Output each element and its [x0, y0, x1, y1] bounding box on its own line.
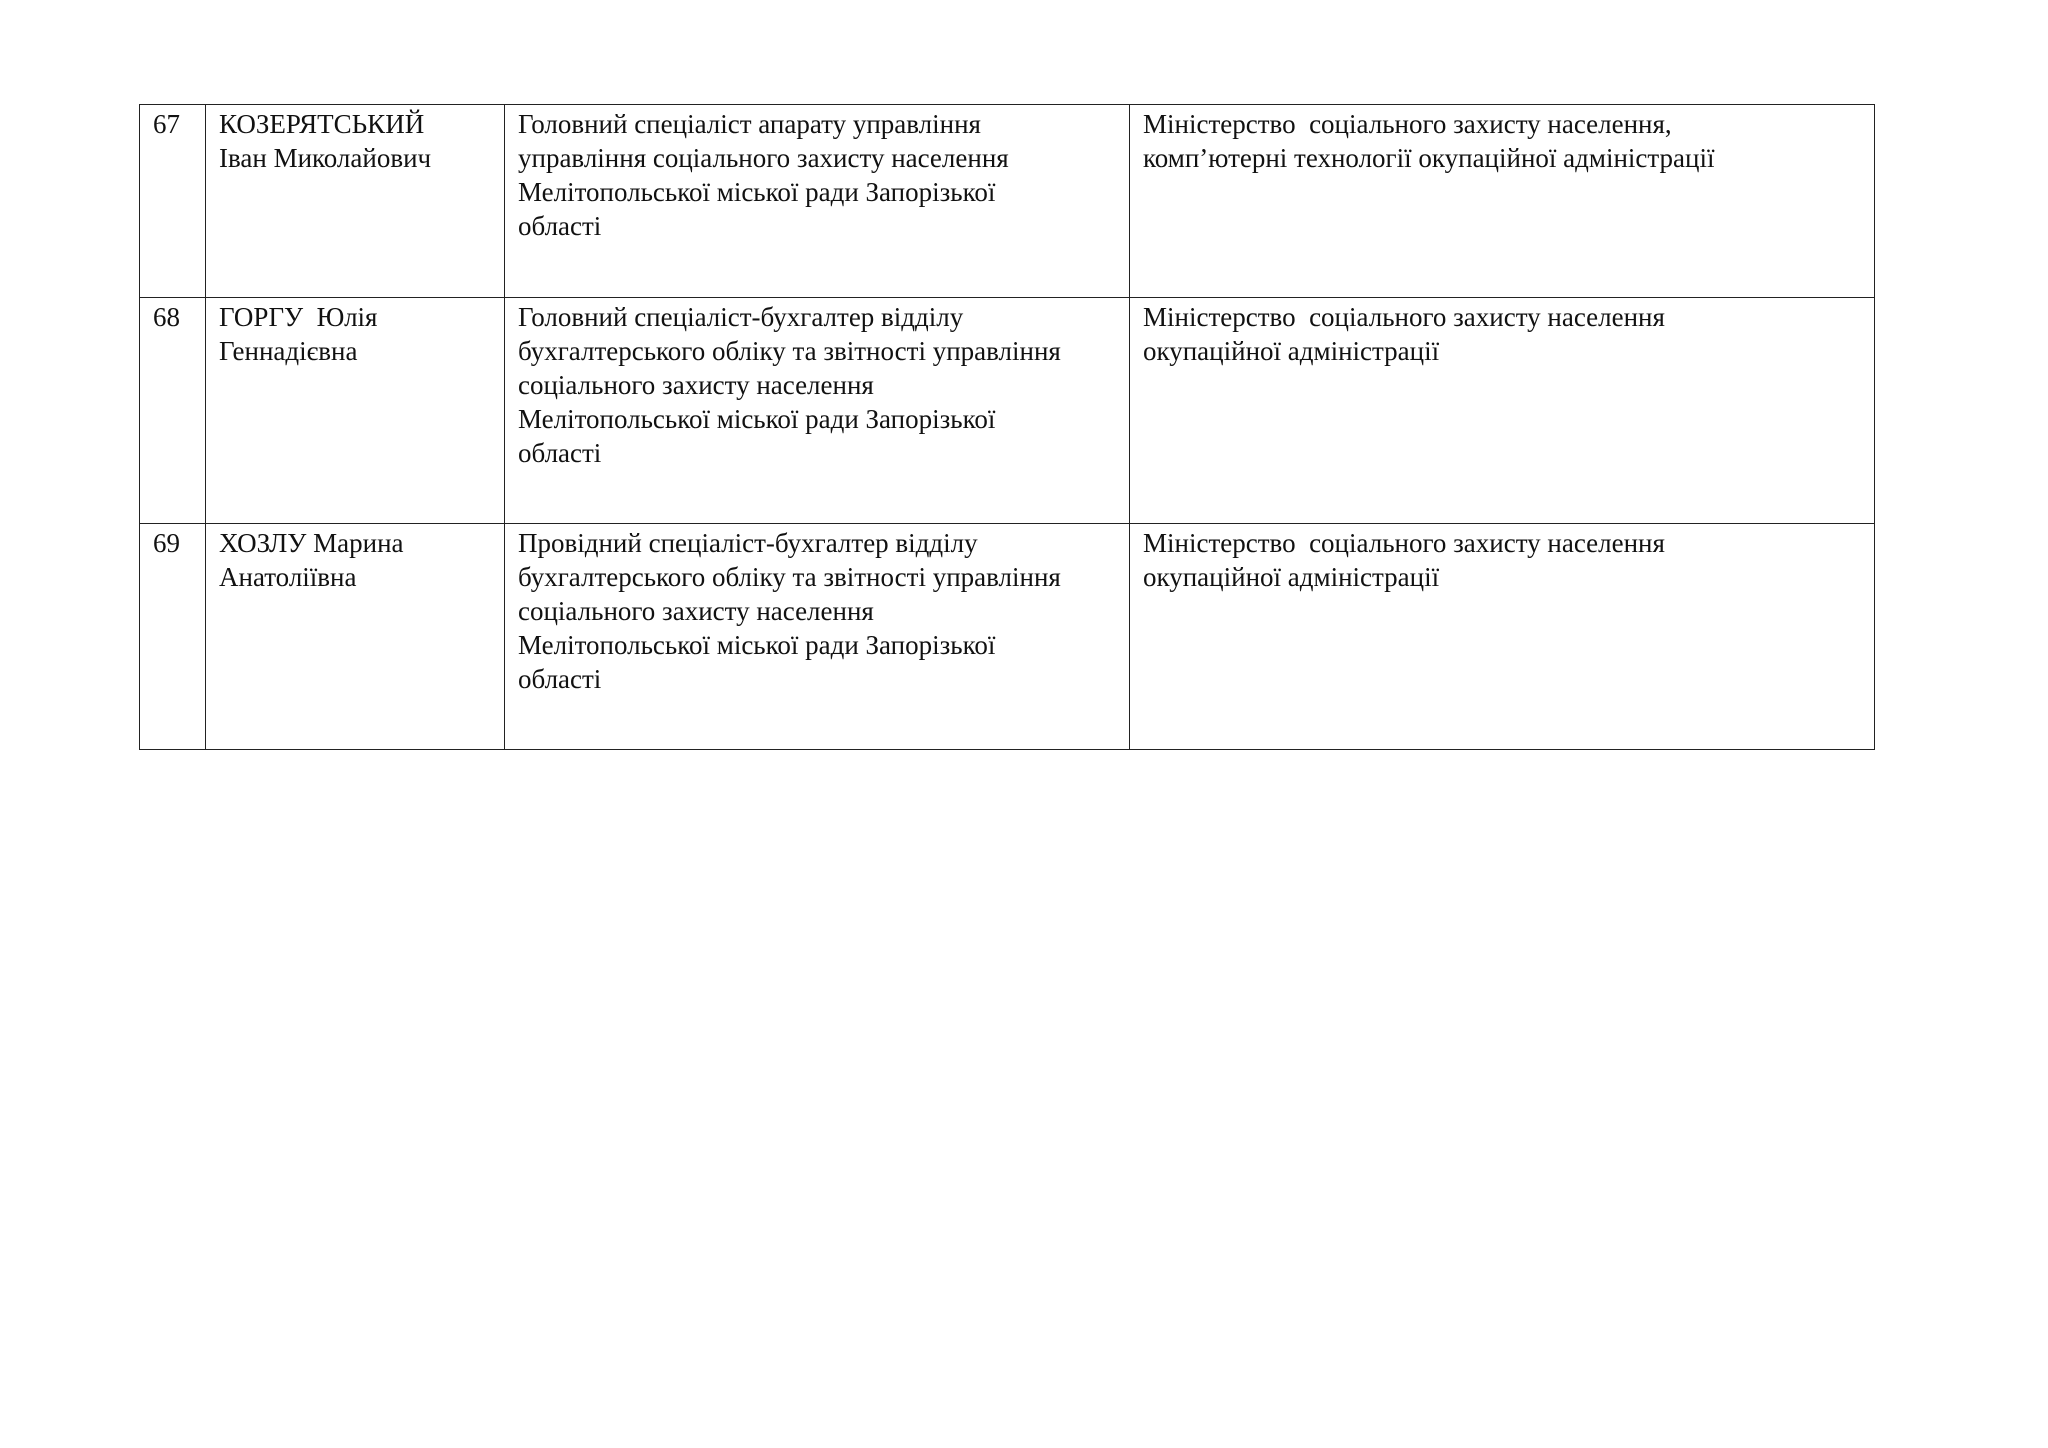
person-name: ХОЗЛУ Марина Анатоліївна — [206, 524, 505, 750]
organization: Міністерство соціального захисту населення окупаційної адміністрації — [1130, 298, 1875, 524]
table-row — [140, 105, 1875, 298]
position-title: Провідний спеціаліст-бухгалтер відділу бухгалтерського обліку та звітності управління соціального захисту населення Мелітопольської міської ради Запорізької області — [505, 524, 1130, 750]
position-title: Головний спеціаліст апарату управління управління соціального захисту населення Мелітопольської міської ради Запорізької області — [505, 105, 1130, 298]
person-name: ГОРГУ Юлія Геннадієвна — [206, 298, 505, 524]
table-row — [140, 298, 1875, 524]
organization: Міністерство соціального захисту населення окупаційної адміністрації — [1130, 524, 1875, 750]
row-number: 69 — [140, 524, 206, 750]
row-number: 68 — [140, 298, 206, 524]
row-number: 67 — [140, 105, 206, 298]
position-title: Головний спеціаліст-бухгалтер відділу бухгалтерського обліку та звітності управління соціального захисту населення Мелітопольської міської ради Запорізької області — [505, 298, 1130, 524]
records-table — [139, 104, 1875, 750]
organization: Міністерство соціального захисту населення, комп’ютерні технології окупаційної адміністрації — [1130, 105, 1875, 298]
table-row — [140, 524, 1875, 750]
person-name: КОЗЕРЯТСЬКИЙ Іван Миколайович — [206, 105, 505, 298]
